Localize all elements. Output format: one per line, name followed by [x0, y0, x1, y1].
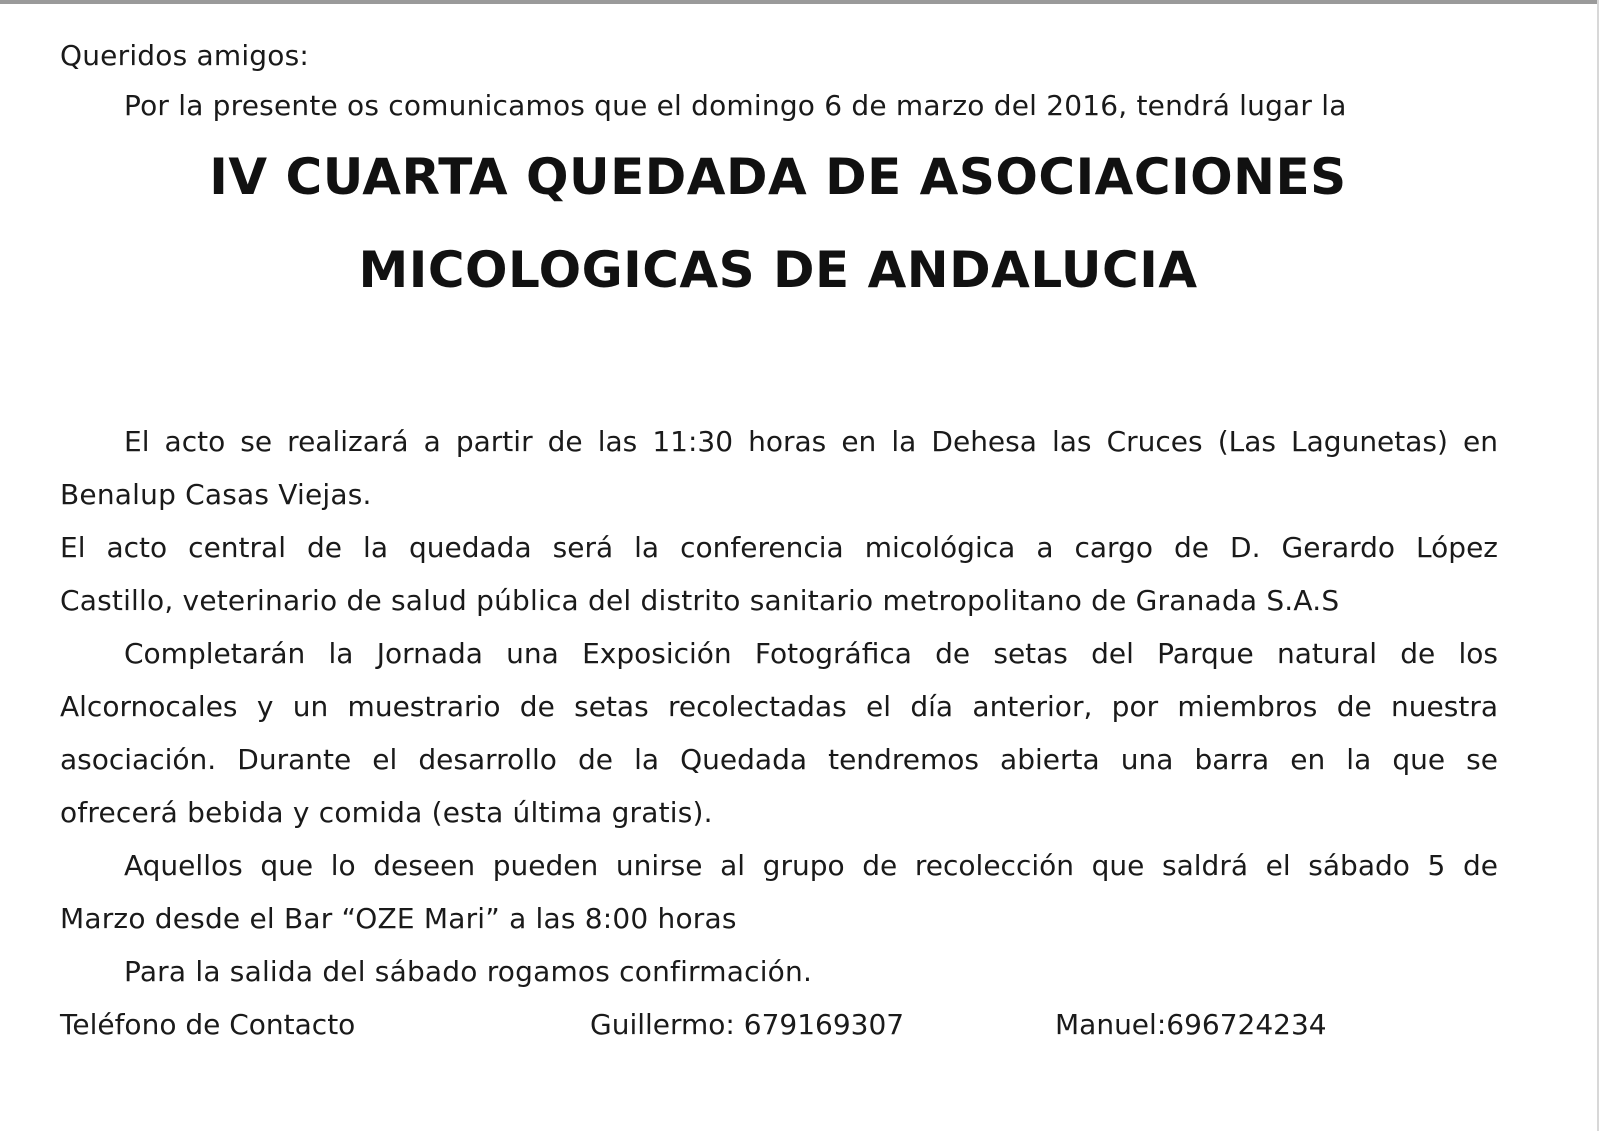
contact-manuel: Manuel:696724234	[1055, 1008, 1327, 1041]
paragraph-5: Para la salida del sábado rogamos confirmación.	[124, 955, 813, 988]
scan-top-edge	[0, 0, 1599, 4]
paragraph-2-line-1: El acto central de la quedada será la conferencia micológica a cargo de D. Gerardo López	[60, 531, 1498, 564]
paragraph-1-line-2: Benalup Casas Viejas.	[60, 478, 372, 511]
event-title-line-2: MICOLOGICAS DE ANDALUCIA	[358, 241, 1198, 299]
greeting: Queridos amigos:	[60, 39, 310, 72]
contact-label: Teléfono de Contacto	[60, 1008, 356, 1041]
paragraph-4-line-2: Marzo desde el Bar “OZE Mari” a las 8:00 horas	[60, 902, 737, 935]
contact-guillermo: Guillermo: 679169307	[590, 1008, 905, 1041]
event-title-line-1: IV CUARTA QUEDADA DE ASOCIACIONES	[209, 148, 1347, 206]
paragraph-3-line-1: Completarán la Jornada una Exposición Fotográfica de setas del Parque natural de los	[124, 637, 1498, 670]
paragraph-1-line-1: El acto se realizará a partir de las 11:30 horas en la Dehesa las Cruces (Las Lagunetas) en	[124, 425, 1498, 458]
paragraph-2-line-2: Castillo, veterinario de salud pública del distrito sanitario metropolitano de Granada S.A.S	[60, 584, 1340, 617]
paragraph-4-line-1: Aquellos que lo deseen pueden unirse al grupo de recolección que saldrá el sábado 5 de	[124, 849, 1498, 882]
paragraph-3-line-3: asociación. Durante el desarrollo de la Quedada tendremos abierta una barra en la que se	[60, 743, 1498, 776]
paragraph-3-line-4: ofrecerá bebida y comida (esta última gratis).	[60, 796, 713, 829]
paragraph-3-line-2: Alcornocales y un muestrario de setas recolectadas el día anterior, por miembros de nuestra	[60, 690, 1498, 723]
intro-line: Por la presente os comunicamos que el domingo 6 de marzo del 2016, tendrá lugar la	[124, 89, 1347, 122]
